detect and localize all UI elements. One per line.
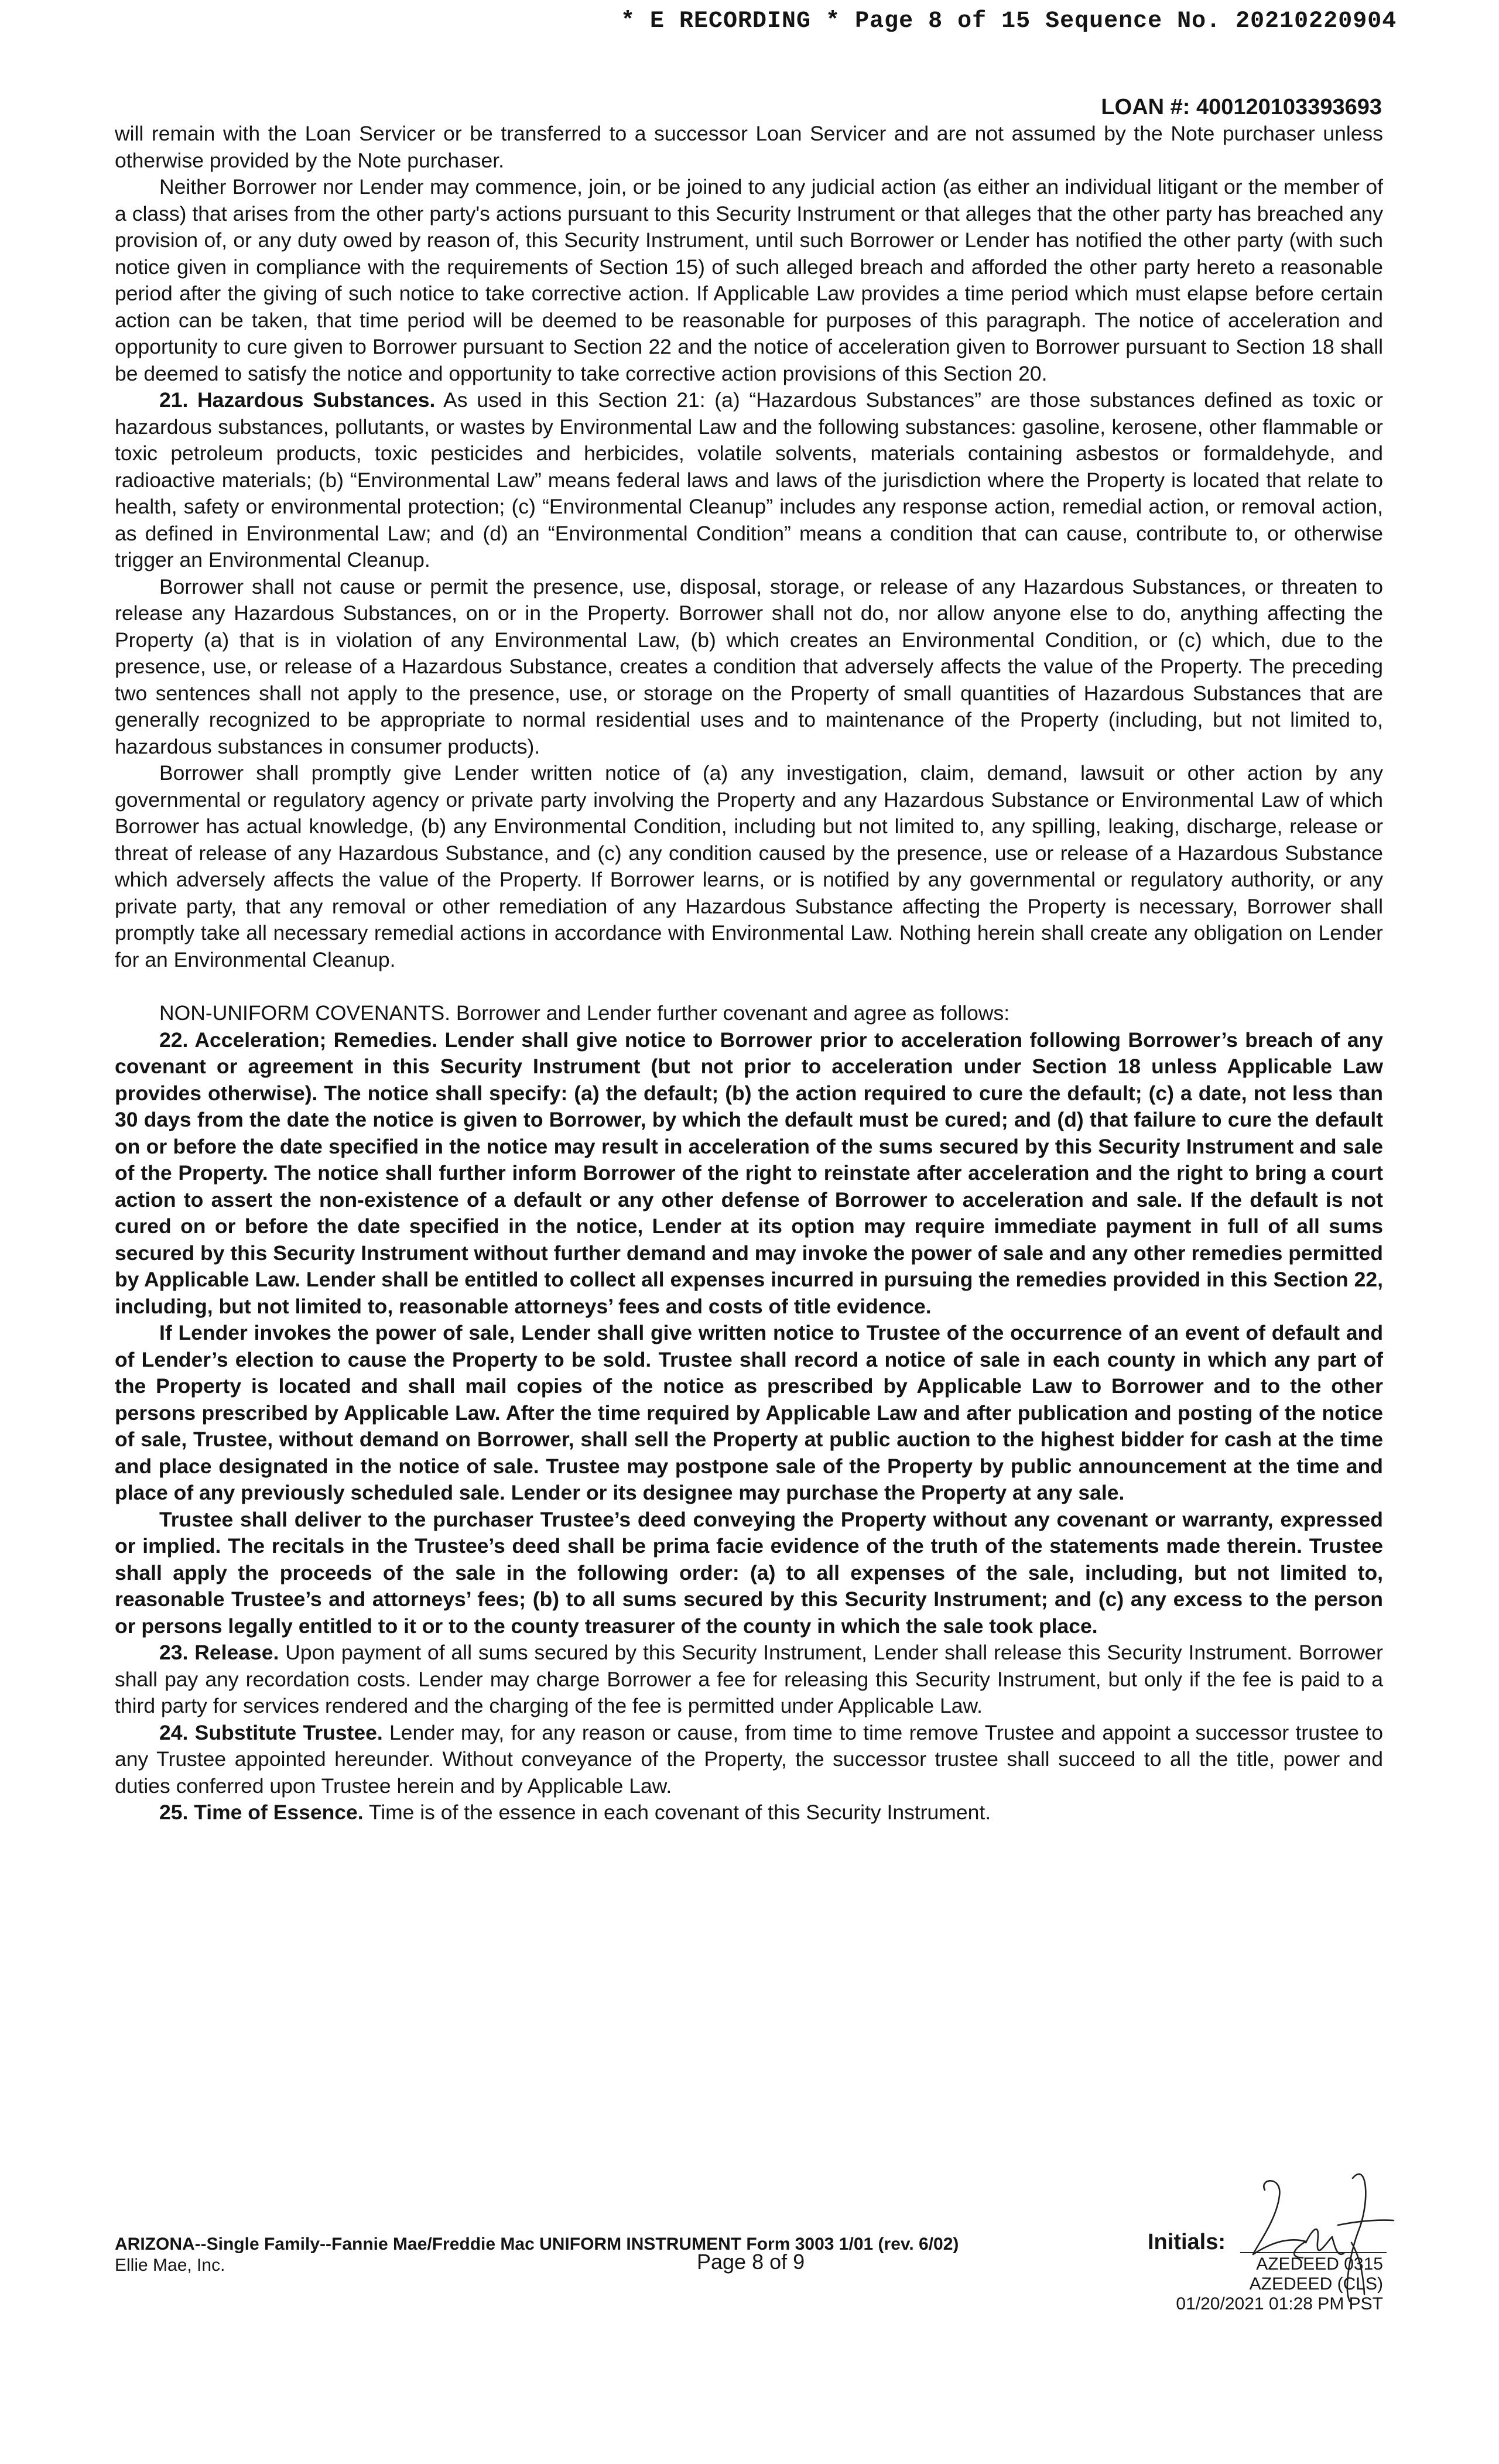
non-uniform-covenants: NON-UNIFORM COVENANTS. Borrower and Lender further covenant and agree as follows:: [159, 1001, 1010, 1025]
section-24-text: Lender may, for any reason or cause, from time to time remove Trustee and appoint a successor trustee to any Trustee appointed hereunder. Without conveyance of the Property, the successor trustee shall succeed to all the title, power and duties conferred upon Trustee herein and by Applicable Law.: [115, 1720, 1384, 1798]
page-number: Page 8 of 9: [697, 2250, 805, 2274]
section-22-acceleration: 22. Acceleration; Remedies. Lender shall give notice to Borrower prior to acceleration following Borrower’s breach of any covenant or agreement in this Security Instrument (but not prior to acceleration under Section 18 unless Applicable Law provides otherwise). The notice shall specify: (a) the default; (b) the action required to cure the default; (c) a date, not less than 30 days from the date the notice is given to Borrower, by which the default must be cured; and (d) that failure to cure the default on or before the date specified in the notice may result in acceleration of the sums secured by this Security Instrument and sale of the Property. The notice shall further inform Borrower of the right to reinstate after acceleration and the right to bring a court action to assert the non-existence of a default or any other defense of Borrower to acceleration and sale. If the default is not cured on or before the date specified in the notice, Lender at its option may require immediate payment in full of all sums secured by this Security Instrument without further demand and may invoke the power of sale and any other remedies permitted by Applicable Law. Lender shall be entitled to collect all expenses incurred in pursuing the remedies provided in this Section 22, including, but not limited to, reasonable attorneys’ fees and costs of title evidence.: [115, 1028, 1383, 1318]
stamp-line-2: AZEDEED (CLS): [1249, 2274, 1383, 2294]
publisher: Ellie Mae, Inc.: [115, 2256, 225, 2275]
section-21-definitions: [115, 387, 1383, 574]
recording-stamp: [1176, 2254, 1383, 2314]
section-23-release: [115, 1640, 1383, 1720]
section-21-notice: Borrower shall promptly give Lender written notice of (a) any investigation, claim, demand, lawsuit or other action by any governmental or regulatory agency or private party involving the Property and any Hazardous Substance or Environmental Law of which Borrower has actual knowledge, (b) any Environmental Condition, including but not limited to, any spilling, leaking, discharge, release or threat of release of any Hazardous Substance, and (c) any condition caused by the presence, use or release of a Hazardous Substance which adversely affects the value of the Property. If Borrower learns, or is notified by any governmental or regulatory authority, or any private party, that any removal or other remediation of any Hazardous Substance affecting the Property is necessary, Borrower shall promptly take all necessary remedial actions in accordance with Environmental Law. Nothing herein shall create any obligation on Lender for an Environmental Cleanup.: [115, 761, 1383, 971]
paragraph-continuation: will remain with the Loan Servicer or be transferred to a successor Loan Servicer and are not assumed by the Note purchaser unless otherwise provided by the Note purchaser.: [115, 122, 1383, 172]
section-23-heading: 23. Release.: [159, 1641, 279, 1664]
stamp-timestamp: 01/20/2021 01:28 PM PST: [1176, 2294, 1383, 2314]
section-25-text: Time is of the essence in each covenant of this Security Instrument.: [363, 1801, 991, 1824]
form-footer: [115, 2234, 959, 2276]
section-21-heading: 21. Hazardous Substances.: [159, 388, 436, 412]
spacer: [115, 973, 1383, 1000]
document-body: [115, 121, 1383, 1826]
section-25-time-of-essence: [115, 1799, 1383, 1826]
initials-label: Initials:: [1148, 2230, 1226, 2254]
form-identifier: ARIZONA--Single Family--Fannie Mae/Freddie Mac UNIFORM INSTRUMENT Form 3003 1/01 (rev. 6/02): [115, 2234, 959, 2254]
section-24-heading: 24. Substitute Trustee.: [159, 1720, 383, 1744]
section-25-heading: 25. Time of Essence.: [159, 1801, 364, 1824]
recording-header: * E RECORDING * Page 8 of 15 Sequence No. 20210220904: [621, 8, 1397, 35]
paragraph-judicial-action: Neither Borrower nor Lender may commence, join, or be joined to any judicial action (as either an individual litigant or the member of a class) that arises from the other party's actions pursuant to this Security Instrument or that alleges that the other party has breached any provision of, or any duty owed by reason of, this Security Instrument, until such Borrower or Lender has notified the other party (with such notice given in compliance with the requirements of Section 15) of such alleged breach and afforded the other party hereto a reasonable period after the giving of such notice to take corrective action. If Applicable Law provides a time period which must elapse before certain action can be taken, that time period will be deemed to be reasonable for purposes of this paragraph. The notice of acceleration and opportunity to cure given to Borrower pursuant to Section 22 and the notice of acceleration given to Borrower pursuant to Section 18 shall be deemed to satisfy the notice and opportunity to take corrective action provisions of this Section 20.: [115, 175, 1383, 385]
section-21-borrower-obligations: Borrower shall not cause or permit the presence, use, disposal, storage, or release of any Hazardous Substances, or threaten to release any Hazardous Substances, on or in the Property. Borrower shall not do, nor allow anyone else to do, anything affecting the Property (a) that is in violation of any Environmental Law, (b) which creates an Environmental Condition, or (c) which, due to the presence, use, or release of a Hazardous Substance, creates a condition that adversely affects the value of the Property. The preceding two sentences shall not apply to the presence, use, or storage on the Property of small quantities of Hazardous Substances that are generally recognized to be appropriate to normal residential uses and to maintenance of the Property (including, but not limited to, hazardous substances in consumer products).: [115, 574, 1383, 758]
section-21-text: As used in this Section 21: (a) “Hazardous Substances” are those substances defined as toxic or hazardous substances, pollutants, or wastes by Environmental Law and the following substances: gasoline, kerosene, other flammable or toxic petroleum products, toxic pesticides and herbicides, volatile solvents, materials containing asbestos or formaldehyde, and radioactive materials; (b) “Environmental Law” means federal laws and laws of the jurisdiction where the Property is located that relate to health, safety or environmental protection; (c) “Environmental Cleanup” includes any response action, remedial action, or removal action, as defined in Environmental Law; and (d) an “Environmental Condition” means a condition that can cause, contribute to, or otherwise trigger an Environmental Cleanup.: [115, 388, 1383, 571]
section-23-text: Upon payment of all sums secured by this Security Instrument, Lender shall release this Security Instrument. Borrower shall pay any recordation costs. Lender may charge Borrower a fee for releasing this Security Instrument, but only if the fee is paid to a third party for services rendered and the charging of the fee is permitted under Applicable Law.: [115, 1641, 1383, 1717]
section-22-trustee-deed: Trustee shall deliver to the purchaser Trustee’s deed conveying the Property without any covenant or warranty, expressed or implied. The recitals in the Trustee’s deed shall be prima facie evidence of the truth of the statements made therein. Trustee shall apply the proceeds of the sale in the following order: (a) to all expenses of the sale, including, but not limited to, reasonable Trustee’s and attorneys’ fees; (b) to all sums secured by this Security Instrument; and (c) any excess to the person or persons legally entitled to it or to the county treasurer of the county in which the sale took place.: [115, 1507, 1383, 1638]
stamp-line-1: AZEDEED 0315: [1256, 2254, 1383, 2274]
section-24-substitute-trustee: [115, 1720, 1383, 1800]
section-22-power-of-sale: If Lender invokes the power of sale, Lender shall give written notice to Trustee of the occurrence of an event of default and of Lender’s election to cause the Property to be sold. Trustee shall record a notice of sale in each county in which any part of the Property is located and shall mail copies of the notice as prescribed by Applicable Law to Borrower and to the other persons prescribed by Applicable Law. After the time required by Applicable Law and after publication and posting of the notice of sale, Trustee, without demand on Borrower, shall sell the Property at public auction to the highest bidder for cash at the time and place designated in the notice of sale. Trustee may postpone sale of the Property by public announcement at the time and place of any previously scheduled sale. Lender or its designee may purchase the Property at any sale.: [115, 1321, 1383, 1504]
loan-number: LOAN #: 400120103393693: [1101, 95, 1382, 119]
